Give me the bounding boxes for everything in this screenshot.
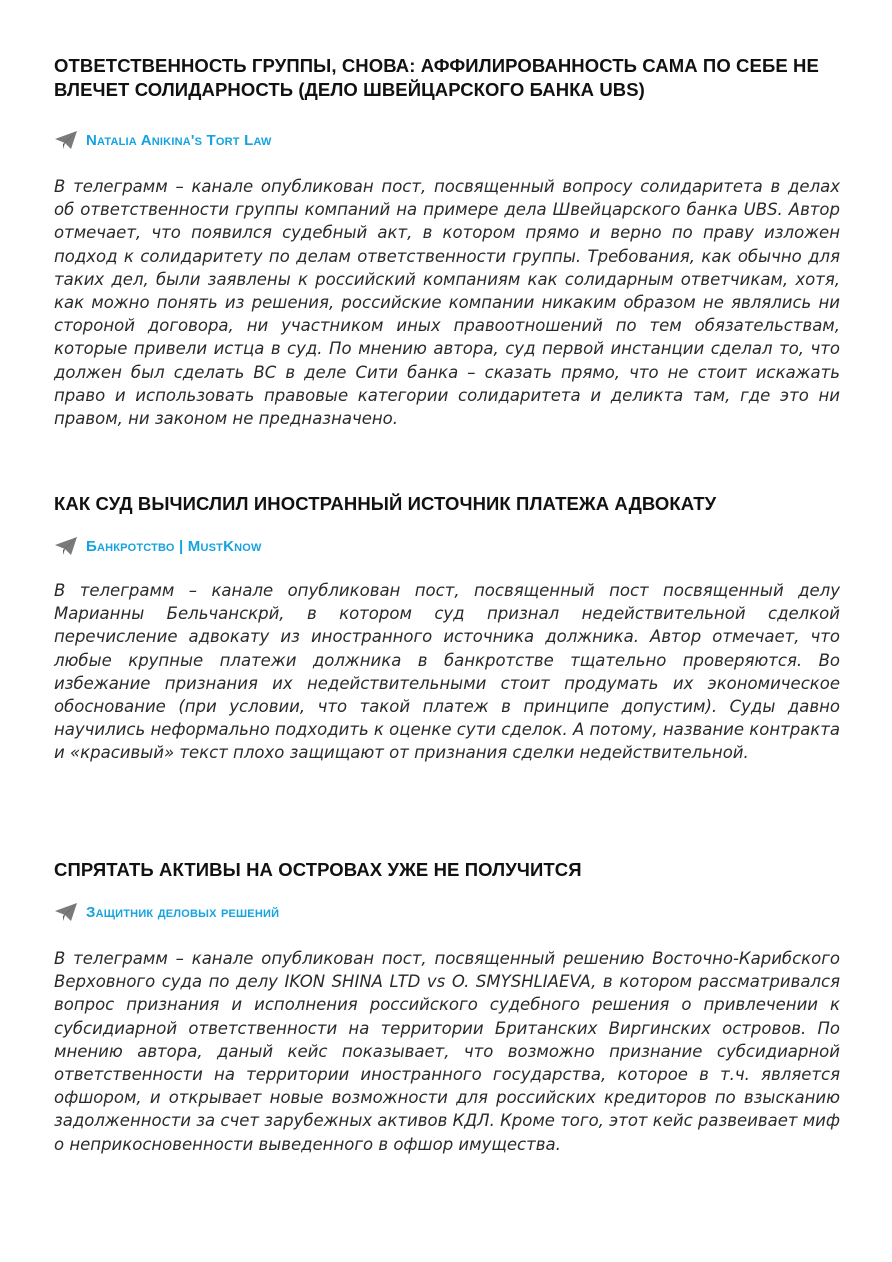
article-title: КАК СУД ВЫЧИСЛИЛ ИНОСТРАННЫЙ ИСТОЧНИК ПЛАТЕЖА АДВОКАТУ <box>54 493 717 514</box>
article-foreign-payment-source <box>54 492 840 765</box>
article-ubs-group-liability <box>54 54 840 430</box>
article-offshore-assets <box>54 858 840 1156</box>
channel-name[interactable]: Natalia Anikina's Tort Law <box>86 131 272 149</box>
telegram-icon <box>54 130 78 150</box>
article-body: В телеграмм – канале опубликован пост, посвященный пост посвященный делу Марианны Бельчанскрй, в котором суд признал недействительной сделкой перечисление адвокату из иностранного источника должника. Автор отмечает, что любые крупные платежи должника в банкротстве тщательно проверяются. Во избежание признания их недействительными стоит продумать их экономическое обоснование (при условии, что такой платеж в принципе допустим). Суды давно научились неформально подходить к оценке сути сделок. А потому, название контракта и «красивый» текст плохо защищают от признания сделки недействительной. <box>54 581 840 763</box>
channel-link[interactable] <box>54 533 840 559</box>
article-body: В телеграмм – канале опубликован пост, посвященный вопросу солидаритета в делах об ответственности группы компаний на примере дела Швейцарского банка UBS. Автор отмечает, что появился судебный акт, в котором прямо и верно по праву изложен подход к солидаритету по делам ответственности группы. Требования, как обычно для таких дел, были заявлены к российский компаниям как солидарным ответчикам, хотя, как можно понять из решения, российские компании никаким образом не являлись ни стороной договора, ни участником иных правоотношений по тем обязательствам, которые привели истца в суд. По мнению автора, суд первой инстанции сделал то, что должен был сделать ВС в деле Сити банка – сказать прямо, что не стоит искажать право и использовать правовые категории солидаритета и деликта там, где это ни правом, ни законом не предназначено. <box>54 177 840 429</box>
telegram-icon <box>54 536 78 556</box>
article-title: СПРЯТАТЬ АКТИВЫ НА ОСТРОВАХ УЖЕ НЕ ПОЛУЧИТСЯ <box>54 859 582 880</box>
channel-name[interactable]: Защитник деловых решений <box>86 903 280 921</box>
article-body: В телеграмм – канале опубликован пост, посвященный решению Восточно-Карибского Верховного суда по делу IKON SHINA LTD vs O. SMYSHLIAEVA, в котором рассматривался вопрос признания и исполнения российского судебного решения о привлечении к субсидиарной ответственности на территории Британских Виргинских островов. По мнению автора, даный кейс показывает, что возможно признание субсидиарной ответственности на территории иностранного государства, которое в т.ч. является офшором, и открывает новые возможности для российских кредиторов по взысканию задолженности за счет зарубежных активов КДЛ. Кроме того, этот кейс развеивает миф о неприкосновенности выведенного в офшор имущества. <box>54 949 841 1154</box>
telegram-icon <box>54 902 78 922</box>
channel-name[interactable]: Банкротство | MustKnow <box>86 537 262 555</box>
article-title: ОТВЕТСТВЕННОСТЬ ГРУППЫ, СНОВА: АФФИЛИРОВАННОСТЬ САМА ПО СЕБЕ НЕ ВЛЕЧЕТ СОЛИДАРНОСТЬ (ДЕЛО ШВЕЙЦАРСКОГО БАНКА UBS) <box>54 55 819 100</box>
channel-link[interactable] <box>54 127 840 153</box>
channel-link[interactable] <box>54 899 840 925</box>
